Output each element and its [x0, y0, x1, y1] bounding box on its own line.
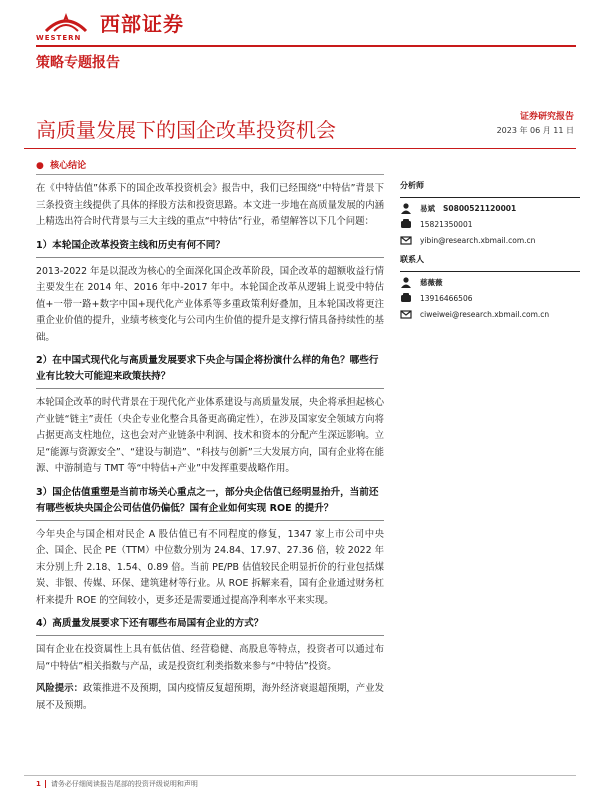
analyst-row — [400, 200, 580, 216]
analyst-name: 易斌 — [420, 203, 435, 213]
question-2: 2）在中国式现代化与高质量发展要求下央企与国企将扮演什么样的角色？哪些行业有比较大可能迎来政策扶持？ — [36, 350, 384, 389]
report-type: 策略专题报告 — [36, 55, 120, 71]
report-label: 证券研究报告 — [519, 112, 574, 122]
person-icon — [400, 202, 412, 214]
risk-warning — [36, 681, 384, 714]
phone-icon — [400, 218, 412, 230]
header-divider — [36, 45, 576, 47]
analyst-email[interactable]: yibin@research.xbmail.com.cn — [420, 235, 536, 245]
question-1: 1）本轮国企改革投资主线和历史有何不同？ — [36, 235, 384, 258]
email-icon — [400, 234, 412, 246]
footer-divider — [24, 775, 576, 776]
logo-text: WESTERN — [36, 34, 82, 42]
phone-icon — [400, 292, 412, 304]
contact-heading: 联系人 — [400, 255, 424, 264]
footer-bar — [45, 780, 46, 788]
analyst-cert: S0800521120001 — [443, 203, 517, 213]
risk-text: 政策推进不及预期，国内疫情反复超预期，海外经济衰退超预期，产业发展不及预期。 — [36, 683, 384, 711]
answer-1: 2013-2022 年是以混改为核心的全面深化国企改革阶段，国企改革的超额收益行情主要发生在 2014 年、2016 年中-2017 年中。本轮国企改革从逻辑上说受中特估值+一带一路+数字中国+现代化产业体系等多重政策利好叠加，且本轮国改将更注重企业价值的提升，业绩考核变化与公司内生价值的提升是支撑行情具备持续性的基础。 — [36, 265, 384, 343]
contact-phone: 13916466506 — [420, 293, 473, 303]
analyst-divider — [400, 197, 580, 198]
question-3: 3）国企估值重塑是当前市场关心重点之一，部分央企估值已经明显抬升，当前还有哪些板块央国企公司估值仍偏低？国有企业如何实现 ROE 的提升？ — [36, 482, 384, 521]
bullet-icon: ● — [36, 161, 51, 171]
analyst-heading: 分析师 — [400, 181, 424, 190]
contact-row — [400, 274, 580, 290]
analyst-phone-row — [400, 216, 580, 232]
document-title: 高质量发展下的国企改革投资机会 — [36, 118, 336, 142]
intro-paragraph: 在《中特估值”体系下的国企改革投资机会》报告中，我们已经围绕“中特估”背景下三条投资主线提供了具体的择股方法和投资思路。本文进一步地在高质量发展的内涵上精选出符合时代背景与三大主线的重点“中特估”行业，希望解答以下几个问题： — [36, 183, 384, 227]
core-heading-label: 核心结论 — [50, 161, 87, 171]
page-footer — [36, 779, 198, 789]
answer-2: 本轮国企改革的时代背景在于现代化产业体系建设与高质量发展，央企将承担起核心产业链“链主”责任（央企专业化整合具备更高确定性），在涉及国家安全领域方向将占据更高支柱地位，这也会对产业链条中利润、技术和资本的分配产生深远影响。立足“能源与资源安全”、“建设与制造”、“科技与创新”三大发展方向，国有企业将在能源、中游制造与 TMT 等“中特估+产业”中发挥重要战略作用。 — [36, 397, 384, 474]
page-number: 1 — [36, 780, 41, 788]
core-divider — [36, 174, 384, 175]
contact-phone-row — [400, 290, 580, 306]
report-date: 2023 年 06 月 11 日 — [496, 126, 574, 135]
contact-name: 慈薇薇 — [420, 277, 443, 287]
risk-label: 风险提示： — [36, 683, 84, 694]
core-heading — [36, 158, 384, 174]
title-divider — [24, 148, 576, 149]
footer-note: 请务必仔细阅读报告尾部的投资评级说明和声明 — [50, 780, 198, 788]
western-logo — [36, 9, 96, 35]
answer-3: 今年央企与国企相对民企 A 股估值已有不同程度的修复，1347 家上市公司中央企、国企、民企 PE（TTM）中位数分别为 24.84、17.97、27.36 倍，较 2022 年末分别上升 2.18、1.54、0.89 倍。当前 PE/PB 估值较民企明显折价的行业包括煤炭、非银、传媒、环保、建筑建材等行业。从 ROE 拆解来看，国有企业通过财务杠杆来提升 ROE 的空间较小，更多还是需要通过提高净利率水平来实现。 — [36, 528, 384, 606]
contact-email[interactable]: ciweiwei@research.xbmail.com.cn — [420, 309, 550, 319]
question-4: 4）高质量发展要求下还有哪些布局国有企业的方式？ — [36, 613, 384, 636]
contact-email-row — [400, 306, 580, 322]
sidebar — [400, 180, 580, 322]
main-content — [36, 158, 384, 714]
person-icon — [400, 276, 412, 288]
analyst-email-row — [400, 232, 580, 248]
answer-4: 国有企业在投资属性上具有低估值、经营稳健、高股息等特点，投资者可以通过布局“中特估”相关指数与产品，或是投资红利类指数来参与“中特估”投资。 — [36, 644, 384, 672]
brand-name: 西部证券 — [100, 12, 184, 36]
analyst-phone: 15821350001 — [420, 219, 473, 229]
contact-divider — [400, 271, 580, 272]
email-icon — [400, 308, 412, 320]
